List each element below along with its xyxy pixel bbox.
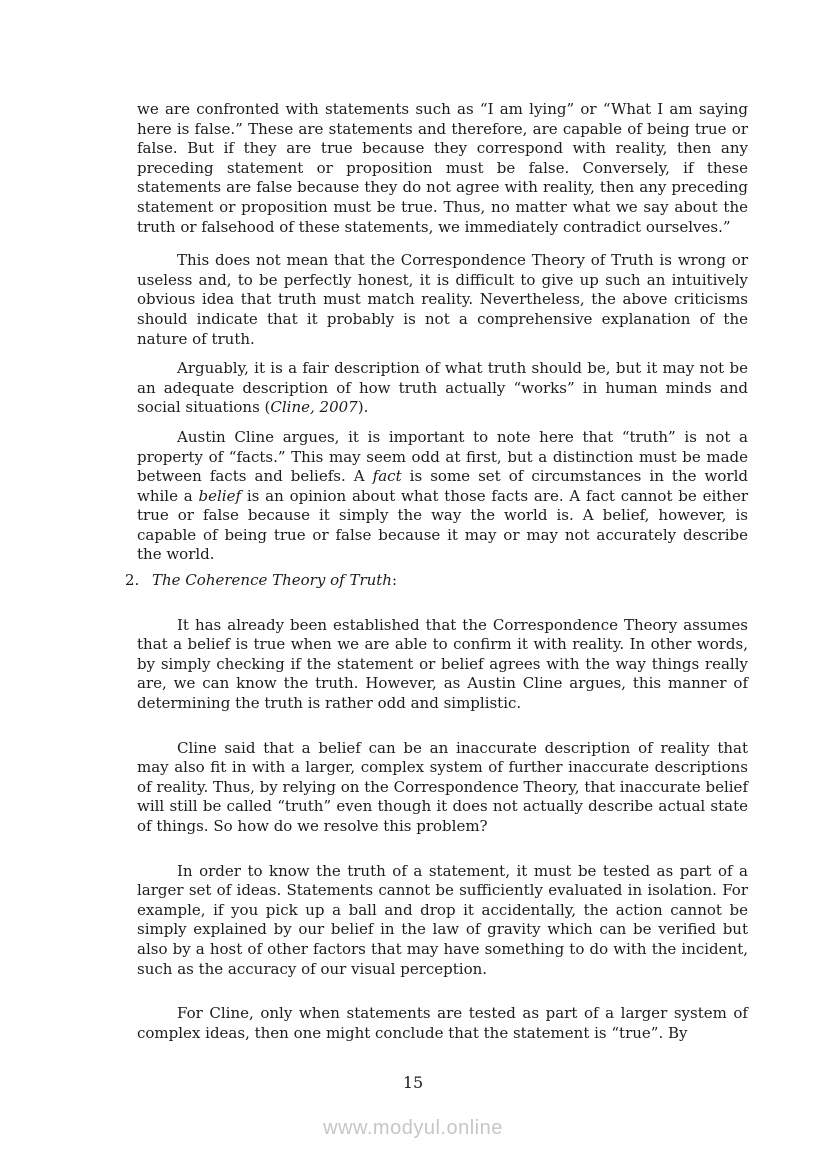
paragraph-liar-statements: we are confronted with statements such as “I am lying” or “What I am saying here is false.” These are statements and therefore, are capable of being true or false. But if they are true because they correspond with reality, then any preceding statement or proposition must be false. Conversely, if these statements are false because they do not agree with reality, then any preceding statement or proposition must be true. Thus, no matter what we say about the truth or falsehood of these statements, we immediately contradict ourselves.” [137,100,748,236]
paragraph-tested-as-part: In order to know the truth of a statement, it must be tested as part of a larger set of ideas. Statements cannot be sufficiently evaluated in isolation. For example, if you pick up a ball and drop it accidentally, the action cannot be simply explained by our belief in the law of gravity which can be verified but also by a host of other factors that may have something to do with the incident, such as the accuracy of our visual perception. [137,861,748,978]
page-number: 15 [402,1073,424,1092]
paragraph-for-cline: For Cline, only when statements are tested as part of a larger system of complex ideas, then one might conclude that the statement is “true”. By [137,1004,748,1042]
list-item-colon: : [391,571,398,590]
paragraph-correspondence-established: It has already been established that the Correspondence Theory assumes that a belief is true when we are able to confirm it with reality. In other words, by simply checking if the statement or belief agrees with the way things really are, we can know the truth. However, as Austin Cline argues, this manner of determining the truth is rather odd and simplistic. [137,615,748,713]
page-body [125,100,748,1043]
paragraph-facts-vs-beliefs: Austin Cline argues, it is important to note here that “truth” is not a property of “facts.” This may seem odd at first, but a distinction must be made between facts and beliefs. A fact is some set of circumstances in the world while a belief is an opinion about what those facts are. A fact cannot be either true or false because it simply the way the world is. A belief, however, is capable of being true or false because it may or may not accurately describe the world. [137,427,748,564]
list-item-number: 2. [125,571,140,590]
paragraph-fair-description: Arguably, it is a fair description of what truth should be, but it may not be an adequate description of how truth actually “works” in human minds and social situations (Cline, 2007). [137,359,748,417]
list-item-title: The Coherence Theory of Truth [152,571,392,590]
paragraph-inaccurate-description: Cline said that a belief can be an inaccurate description of reality that may also fit in with a larger, complex system of further inaccurate descriptions of reality. Thus, by relying on the Correspondence Theory, that inaccurate belief will still be called “truth” even though it does not actually describe actual state of things. So how do we resolve this problem? [137,738,748,835]
list-item-heading [152,571,397,591]
watermark-text: www.modyul.online [323,1117,503,1139]
list-item-coherence-theory [125,571,748,591]
paragraph-correspondence-not-wrong: This does not mean that the Correspondence Theory of Truth is wrong or useless and, to be perfectly honest, it is difficult to give up such an intuitively obvious idea that truth must match reality. Nevertheless, the above criticisms should indicate that it probably is not a comprehensive explanation of the nature of truth. [137,251,748,348]
